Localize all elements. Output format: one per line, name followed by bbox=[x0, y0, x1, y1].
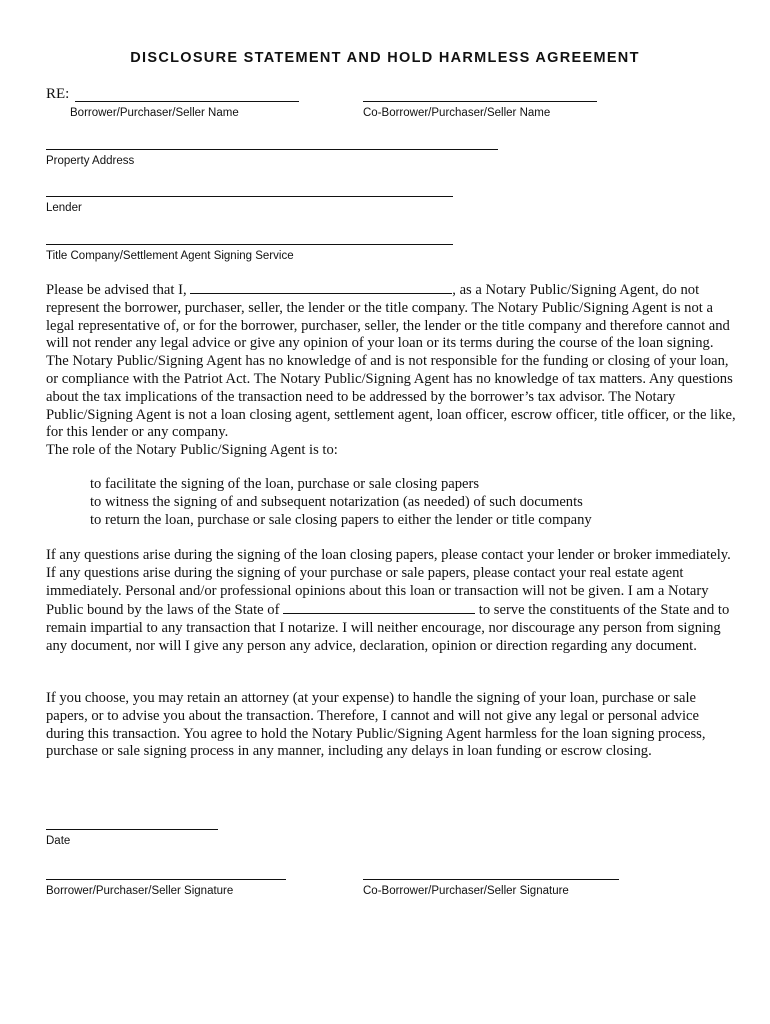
state-blank[interactable] bbox=[283, 600, 475, 614]
paragraph2-tail: to serve the constituents of the State and to remain impartial to any transaction that I notarize. I will neither encourage, nor discourage any person from signing any document, nor will I give any person any advice, declaration, opinion or direction regarding any document. bbox=[46, 602, 730, 654]
role-intro: The role of the Notary Public/Signing Agent is to: bbox=[46, 442, 338, 459]
co-borrower-name-caption: Co-Borrower/Purchaser/Seller Name bbox=[363, 107, 551, 119]
title-company-caption: Title Company/Settlement Agent Signing Service bbox=[46, 250, 294, 262]
date-line[interactable] bbox=[46, 829, 218, 830]
document-title: DISCLOSURE STATEMENT AND HOLD HARMLESS AGREEMENT bbox=[130, 50, 640, 66]
co-borrower-name-line[interactable] bbox=[363, 101, 597, 102]
disclosure-paragraph bbox=[46, 280, 736, 460]
notary-name-blank[interactable] bbox=[190, 280, 452, 294]
property-address-caption: Property Address bbox=[46, 155, 135, 167]
role-item: to return the loan, purchase or sale closing papers to either the lender or title company bbox=[90, 511, 592, 528]
borrower-signature-caption: Borrower/Purchaser/Seller Signature bbox=[46, 885, 234, 897]
property-address-line[interactable] bbox=[46, 149, 498, 150]
co-borrower-signature-line[interactable] bbox=[363, 879, 619, 880]
role-list bbox=[90, 476, 730, 529]
re-label: RE: bbox=[46, 86, 70, 102]
borrower-name-caption: Borrower/Purchaser/Seller Name bbox=[70, 107, 239, 119]
role-item: to facilitate the signing of the loan, purchase or sale closing papers bbox=[90, 476, 480, 492]
paragraph1-intro: Please be advised that I, bbox=[46, 282, 187, 298]
role-item: to witness the signing of and subsequent notarization (as needed) of such documents bbox=[90, 493, 583, 510]
co-borrower-signature-caption: Co-Borrower/Purchaser/Seller Signature bbox=[363, 885, 569, 897]
title-company-line[interactable] bbox=[46, 244, 453, 245]
lender-caption: Lender bbox=[46, 202, 82, 214]
paragraph2-body: If any questions arise during the signing of the loan closing papers, please contact your lender or broker immediately. If any questions arise during the signing of your purchase or sale papers, please contact your real estate agent immediately. Personal and/or professional opinions about this loan or transaction will not be given. I am a Notary Public bound by the laws of the State of bbox=[46, 547, 731, 619]
borrower-name-line[interactable] bbox=[75, 101, 299, 102]
lender-line[interactable] bbox=[46, 196, 453, 197]
paragraph3-body: If you choose, you may retain an attorney (at your expense) to handle the signing of your loan, purchase or sale papers, or to advise you about the transaction. Therefore, I cannot and will not give any legal or personal advice during this transaction. You agree to hold the Notary Public/Signing Agent harmless for the loan signing process, purchase or sale signing process in any manner, including any delays in loan funding or escrow closing. bbox=[46, 690, 706, 760]
paragraph1-body: , as a Notary Public/Signing Agent, do not represent the borrower, purchaser, seller, the lender or the title company. The Notary Public/Signing Agent is not a legal representative of, or for the borrower, purchaser, seller, the lender or the title company and therefore cannot and will not render any legal advice or give any opinion of your loan or its terms during the course of the loan signing. The Notary Public/Signing Agent has no knowledge of and is not responsible for the funding or closing of your loan, or compliance with the Patriot Act. The Notary Public/Signing Agent has no knowledge of tax matters. Any questions about the tax implications of the transaction need to be addressed by the borrower’s tax advisor. The Notary Public/Signing Agent is not a loan closing agent, settlement agent, loan officer, escrow officer, title officer, or the like, for this lender or any company. bbox=[46, 282, 736, 441]
date-caption: Date bbox=[46, 835, 71, 847]
attorney-paragraph bbox=[46, 690, 736, 761]
questions-paragraph bbox=[46, 547, 736, 656]
borrower-signature-line[interactable] bbox=[46, 879, 286, 880]
